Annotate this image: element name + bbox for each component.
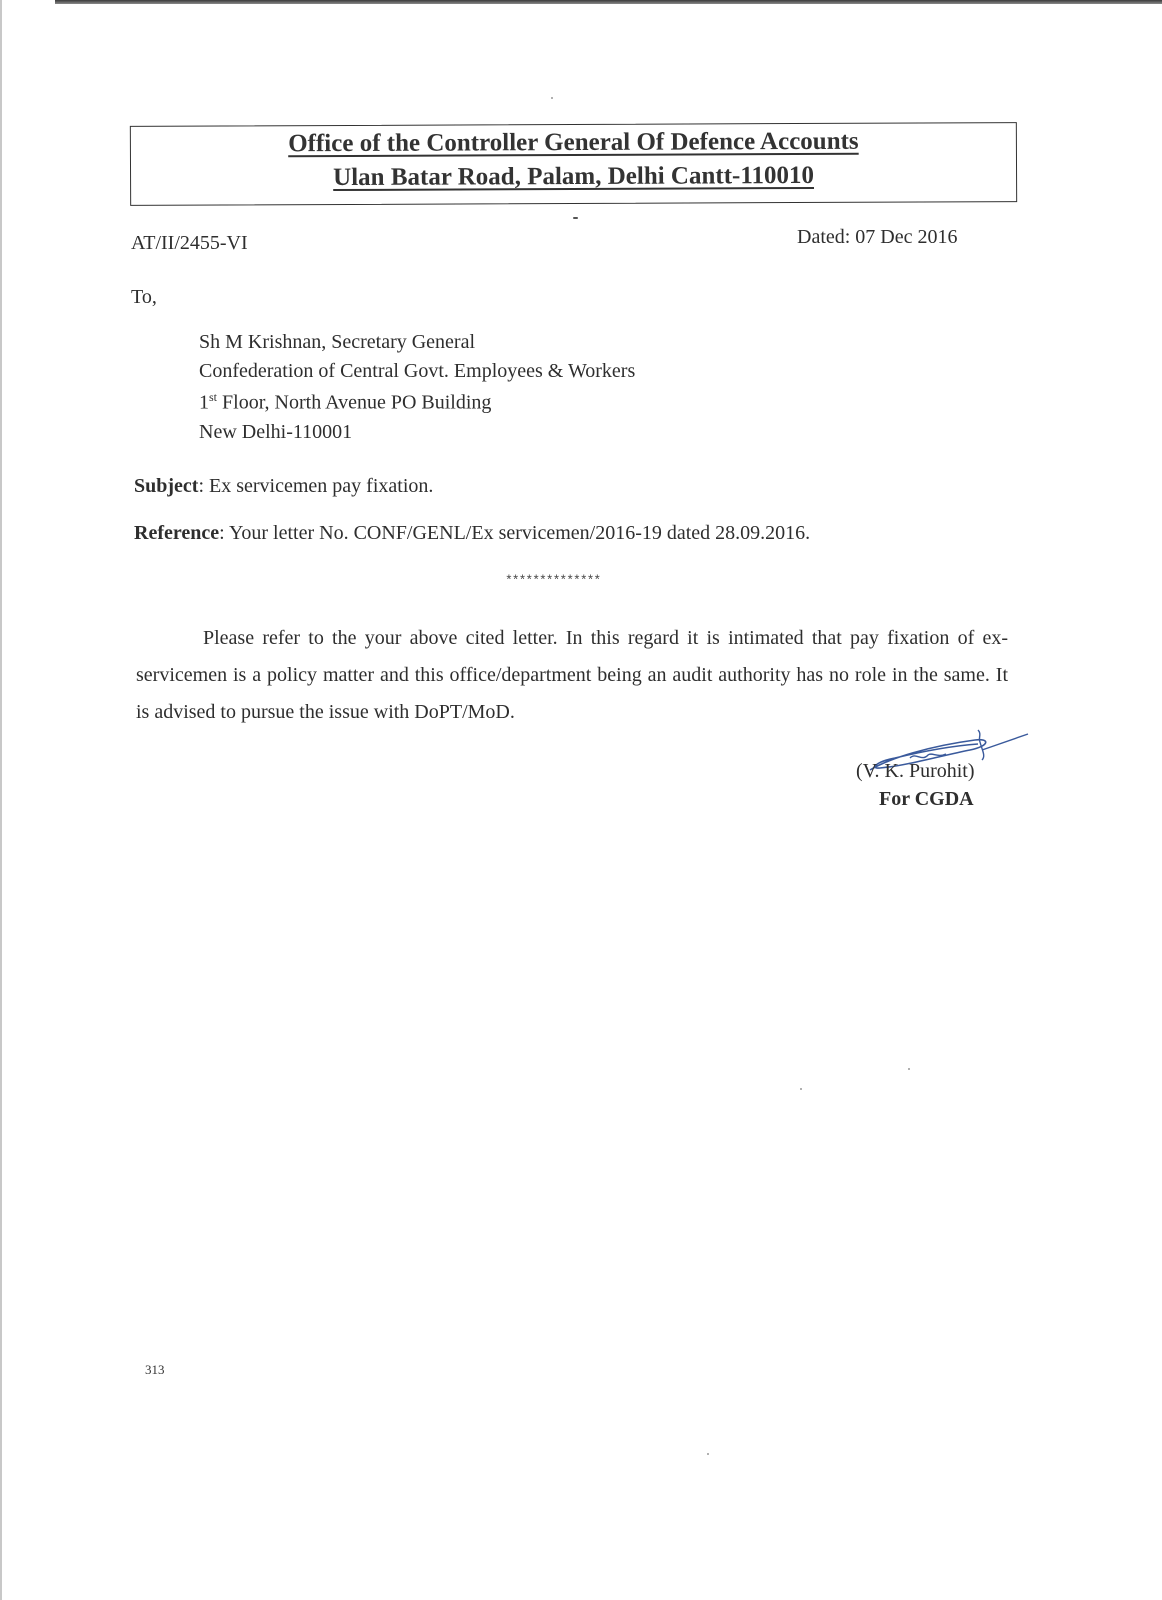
- floor-ordinal: 1: [199, 391, 209, 414]
- addressee-floor: [199, 390, 491, 415]
- signatory-name: (V. K. Purohit): [856, 760, 975, 782]
- addressee-name: Sh M Krishnan, Secretary General: [199, 331, 476, 353]
- scan-speck: [707, 1453, 709, 1455]
- salutation: To,: [131, 286, 157, 308]
- reference-line: [134, 522, 810, 545]
- scan-speck: [800, 1088, 802, 1090]
- scan-edge-top: [55, 0, 1162, 4]
- subject-text: : Ex servicemen pay fixation.: [198, 475, 434, 497]
- letterhead-address: Ulan Batar Road, Palam, Delhi Cantt-110010: [333, 161, 815, 192]
- reference-label: Reference: [134, 522, 220, 544]
- floor-building: Floor, North Avenue PO Building: [217, 391, 492, 414]
- scan-speck: [573, 217, 578, 219]
- body-paragraph: Please refer to the your above cited letter. In this regard it is intimated that pay fixation of ex-servicemen is a policy matter and this office/department being an audit authority has no role in the same. It is advised to pursue the issue with DoPT/MoD.: [136, 627, 1008, 723]
- letter-reference-number: AT/II/2455-VI: [131, 232, 248, 254]
- scan-edge-left: [0, 0, 2, 1600]
- page-number: 313: [145, 1362, 165, 1377]
- addressee-organization: Confederation of Central Govt. Employees & Workers: [199, 360, 636, 382]
- floor-ordinal-suffix: st: [209, 390, 218, 404]
- scan-speck: [551, 97, 553, 99]
- separator-stars: **************: [505, 573, 601, 588]
- subject-label: Subject: [134, 475, 199, 497]
- letter-date: Dated: 07 Dec 2016: [797, 226, 958, 248]
- signatory-designation: For CGDA: [879, 788, 974, 810]
- letterhead-office-name: Office of the Controller General Of Defence Accounts: [288, 127, 859, 158]
- scan-speck: [908, 1068, 910, 1070]
- letterhead-box: [130, 122, 1017, 206]
- reference-text: : Your letter No. CONF/GENL/Ex servicemen/2016-19 dated 28.09.2016.: [219, 522, 811, 544]
- subject-line: [134, 475, 433, 498]
- addressee-city: New Delhi-110001: [199, 421, 353, 443]
